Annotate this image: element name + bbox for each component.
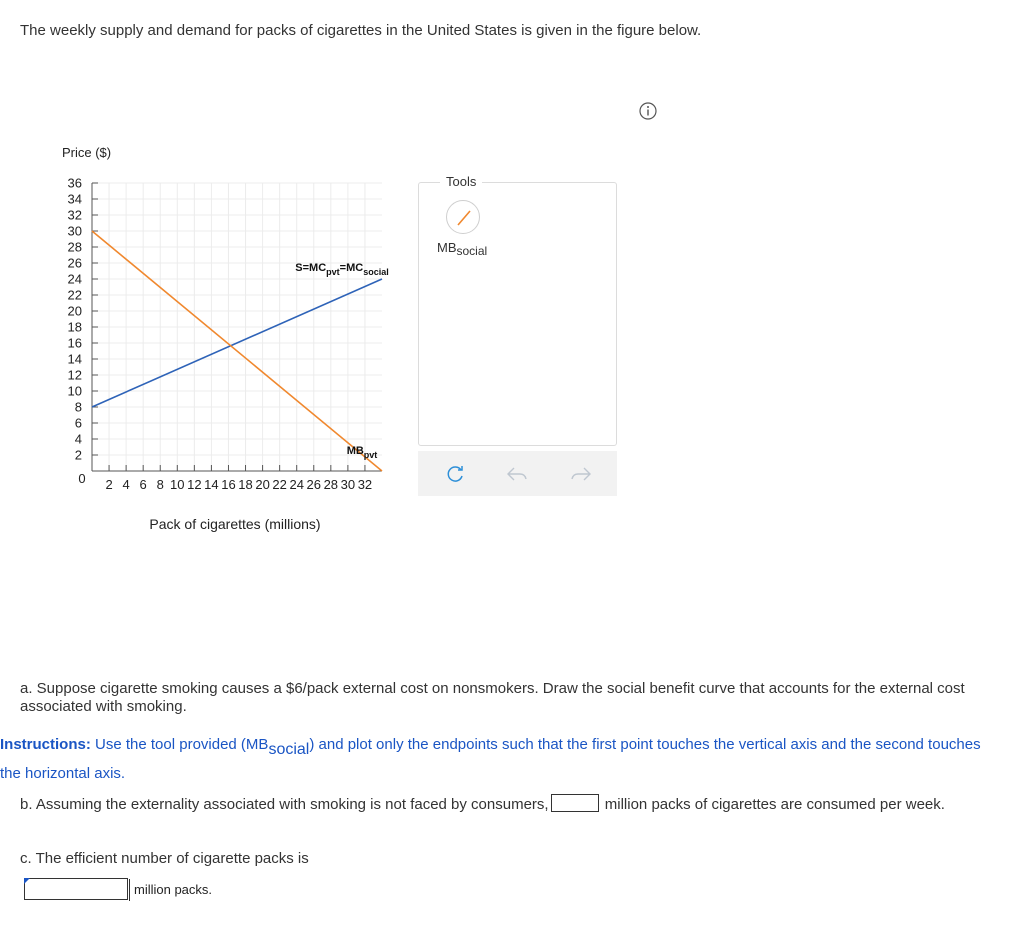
x-tick-label: 12 — [187, 477, 202, 492]
tools-title: Tools — [440, 174, 482, 189]
y-tick-label: 14 — [67, 351, 82, 367]
instructions: Instructions: Use the tool provided $(MB_{social})$ and plot only the endpoints such that the first point touches the vertical axis and the second touches the horizontal axis. — [0, 736, 981, 782]
x-tick-label: 16 — [221, 477, 236, 492]
y-tick-label: 6 — [74, 415, 82, 431]
pencil-line-icon — [447, 201, 481, 235]
y-tick-label: 16 — [67, 335, 82, 351]
x-tick-label: 30 — [340, 477, 356, 492]
input-marker — [24, 878, 30, 884]
answer-c-unit: million packs. — [129, 879, 212, 901]
y-tick-label: 8 — [74, 399, 82, 415]
answer-c-input[interactable] — [24, 878, 128, 900]
y-tick-label: 22 — [67, 287, 82, 303]
y-tick-label: 34 — [67, 191, 82, 207]
question-b: b. Assuming the externality associated with smoking is not faced by consumers, million packs of cigarettes are consumed per week. — [20, 796, 945, 813]
y-tick-label: 24 — [67, 271, 82, 287]
y-tick-label: 26 — [67, 255, 82, 271]
answer-b-input[interactable] — [551, 794, 599, 812]
x-ticks — [105, 465, 372, 492]
mb-social-tool-button[interactable] — [446, 200, 480, 234]
x-tick-label: 14 — [204, 477, 219, 492]
y-tick-label: 18 — [67, 319, 82, 335]
intro-text: The weekly supply and demand for packs of cigarettes in the United States is given in the figure below. — [20, 22, 702, 39]
action-bar — [418, 451, 617, 496]
y-tick-label: 36 — [67, 175, 82, 191]
question-c: c. The efficient number of cigarette packs is — [20, 850, 309, 867]
y-tick-label: 20 — [67, 303, 82, 319]
mb-pvt-label: $MB_{pvt}$ — [346, 445, 378, 460]
x-tick-label: 2 — [105, 477, 113, 492]
reset-icon[interactable] — [442, 461, 468, 487]
y-ticks — [68, 176, 98, 463]
question-a: a. Suppose cigarette smoking causes a $6/pack external cost on nonsmokers. Draw the social benefit curve that accounts for the external cost associated with smoking. — [20, 680, 965, 715]
redo-icon[interactable] — [568, 461, 594, 487]
y-axis-label: Price ($) — [62, 145, 112, 160]
y-tick-label: 4 — [74, 431, 82, 447]
x-tick-label: 18 — [238, 477, 253, 492]
y-tick-label: 32 — [67, 207, 82, 223]
y-tick-label: 12 — [67, 367, 82, 383]
supply-label: $S=MC_{pvt}=MC_{social}$ — [295, 262, 389, 277]
x-tick-label: 20 — [255, 477, 270, 492]
tool-label: $MB_{social}$ — [437, 240, 488, 258]
y-tick-label: 30 — [67, 223, 82, 239]
x-tick-label: 8 — [156, 477, 164, 492]
x-tick-label: 4 — [122, 477, 130, 492]
grid — [92, 183, 382, 471]
y-tick-label: 28 — [67, 239, 82, 255]
x-tick-label: 24 — [289, 477, 304, 492]
y-tick-label: 2 — [74, 447, 82, 463]
x-tick-label: 32 — [357, 477, 373, 492]
x-tick-label: 26 — [306, 477, 321, 492]
y-tick-label: 10 — [67, 383, 82, 399]
x-tick-label: 22 — [272, 477, 287, 492]
undo-icon[interactable] — [504, 461, 530, 487]
chart[interactable] — [0, 0, 420, 540]
x-tick-label: 28 — [323, 477, 339, 492]
origin-label: 0 — [78, 471, 86, 486]
info-icon[interactable] — [638, 101, 658, 121]
x-axis-label: Pack of cigarettes (millions) — [149, 516, 321, 532]
x-tick-label: 10 — [170, 477, 185, 492]
series-labels — [295, 262, 388, 460]
x-tick-label: 6 — [139, 477, 147, 492]
